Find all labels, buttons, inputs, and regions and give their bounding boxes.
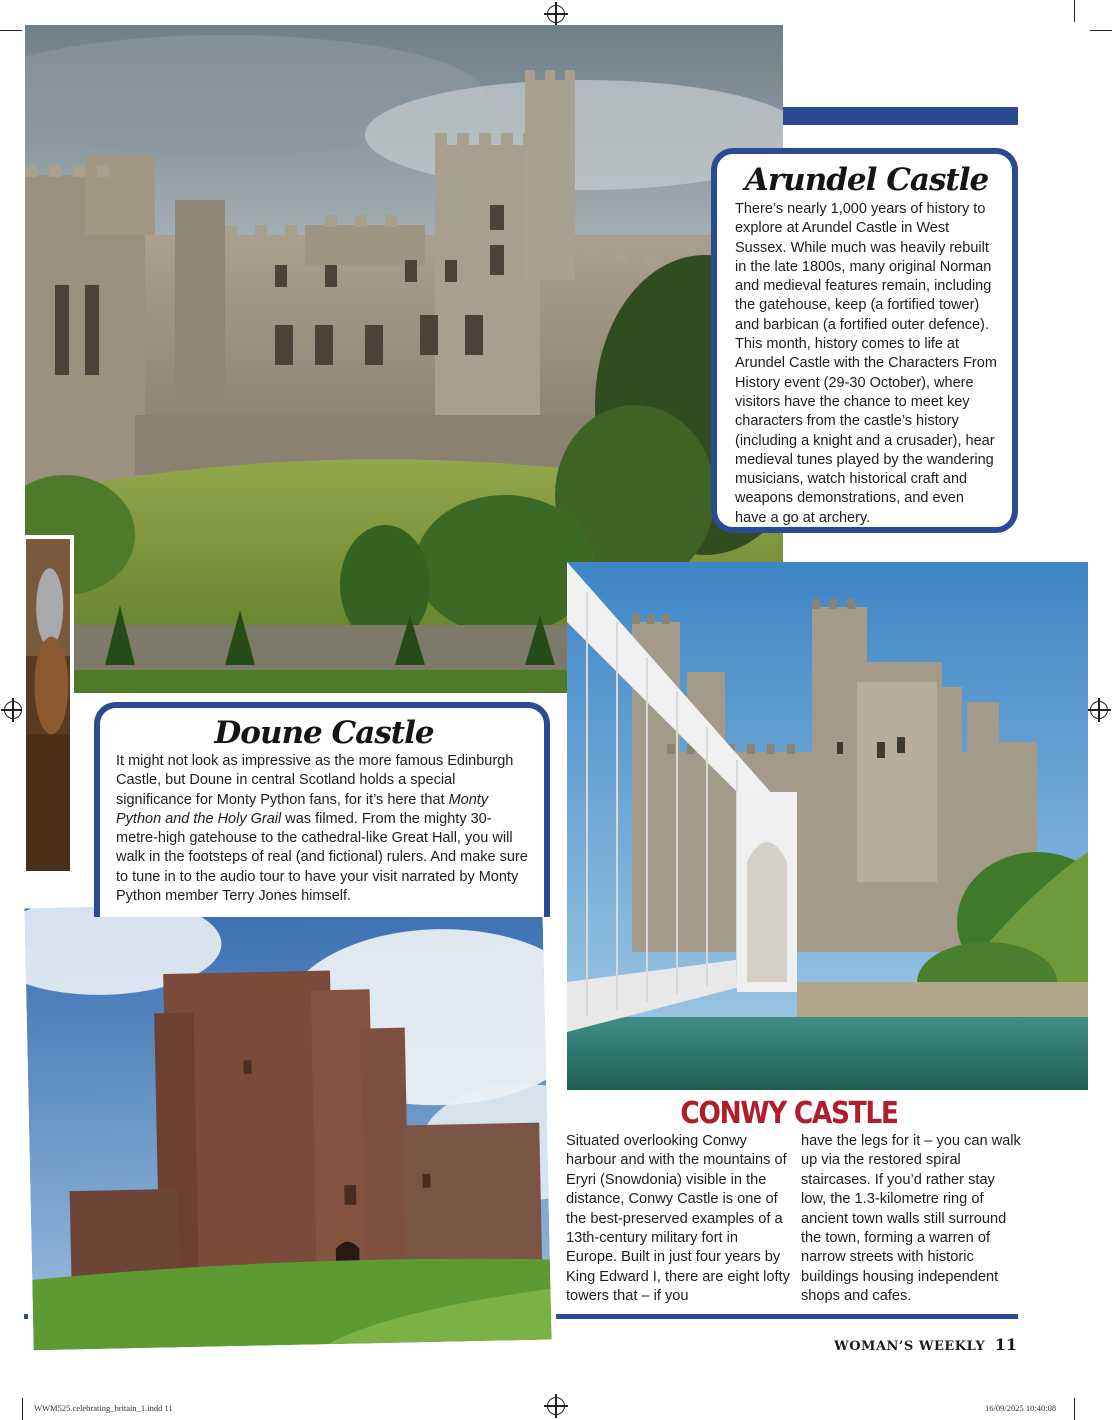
doune-info-box bbox=[94, 702, 550, 917]
page-number: 11 bbox=[994, 1335, 1017, 1354]
conwy-body-column-2: have the legs for it – you can walk up via the restored spiral staircases. If you’d rather stay low, the 1.3-kilometre ring of ancient town walls still surround the town, forming a warren of narrow streets with historic buildings housing independent shops and cafes. bbox=[801, 1133, 1021, 1305]
conwy-body-column-1: Situated overlooking Conwy harbour and with the mountains of Eryri (Snowdonia) visible in the distance, Conwy Castle is one of the best-preserved examples of a 13th-century military fort in Europe. Built in just four years by King Edward I, there are eight lofty towers that – if you bbox=[566, 1133, 790, 1305]
accent-bar-top bbox=[780, 107, 1018, 125]
crop-mark bbox=[1074, 0, 1075, 22]
arundel-info-box bbox=[711, 148, 1018, 533]
slug-timestamp: 16/09/2025 10:40:08 bbox=[985, 1403, 1057, 1413]
registration-mark-left-icon bbox=[4, 701, 22, 719]
crop-mark bbox=[0, 30, 22, 31]
registration-mark-right-icon bbox=[1090, 701, 1108, 719]
page-folio bbox=[834, 1335, 1017, 1354]
registration-mark-top-icon bbox=[547, 5, 565, 23]
registration-mark-bottom-icon bbox=[547, 1397, 565, 1415]
conwy-castle-photo bbox=[567, 562, 1088, 1090]
doune-body-text: It might not look as impressive as the more famous Edinburgh Castle, but Doune in central Scotland holds a special significance for Monty Python fans, for it’s here that Monty Python and the Holy Grail was filmed. From the mighty 30-metre-high gatehouse to the cathedral-like Great Hall, you will walk in the footsteps of real (and fictional) rulers. And make sure to tune in to the audio tour to have your visit narrated by Monty Python member Terry Jones himself. bbox=[116, 753, 528, 905]
arundel-body-text: There’s nearly 1,000 years of history to explore at Arundel Castle in West Sussex. While much was heavily rebuilt in the late 1800s, many original Norman and medieval features remain, including the gatehouse, keep (a fortified tower) and barbican (a fortified outer defence). This month, history comes to life at Arundel Castle with the Characters From History event (29-30 October), where visitors have the chance to meet key characters from the castle’s history (including a knight and a crusader), hear medieval tunes played by the wandering musicians, watch historical craft and weapons demonstrations, and even have a go at archery. bbox=[735, 201, 997, 526]
conwy-title: CONWY CASTLE bbox=[680, 1096, 898, 1131]
magazine-name: WOMAN’S WEEKLY bbox=[834, 1339, 986, 1354]
doune-title: Doune Castle bbox=[214, 715, 434, 751]
crop-mark bbox=[1090, 30, 1112, 31]
arundel-title: Arundel Castle bbox=[744, 162, 989, 198]
slug-filename: WWM525.celebrating_britain_1.indd 11 bbox=[34, 1403, 173, 1413]
doune-castle-photo bbox=[19, 893, 556, 1356]
crop-mark bbox=[22, 1398, 23, 1420]
armour-photo bbox=[22, 535, 74, 875]
crop-mark bbox=[1074, 1398, 1075, 1420]
